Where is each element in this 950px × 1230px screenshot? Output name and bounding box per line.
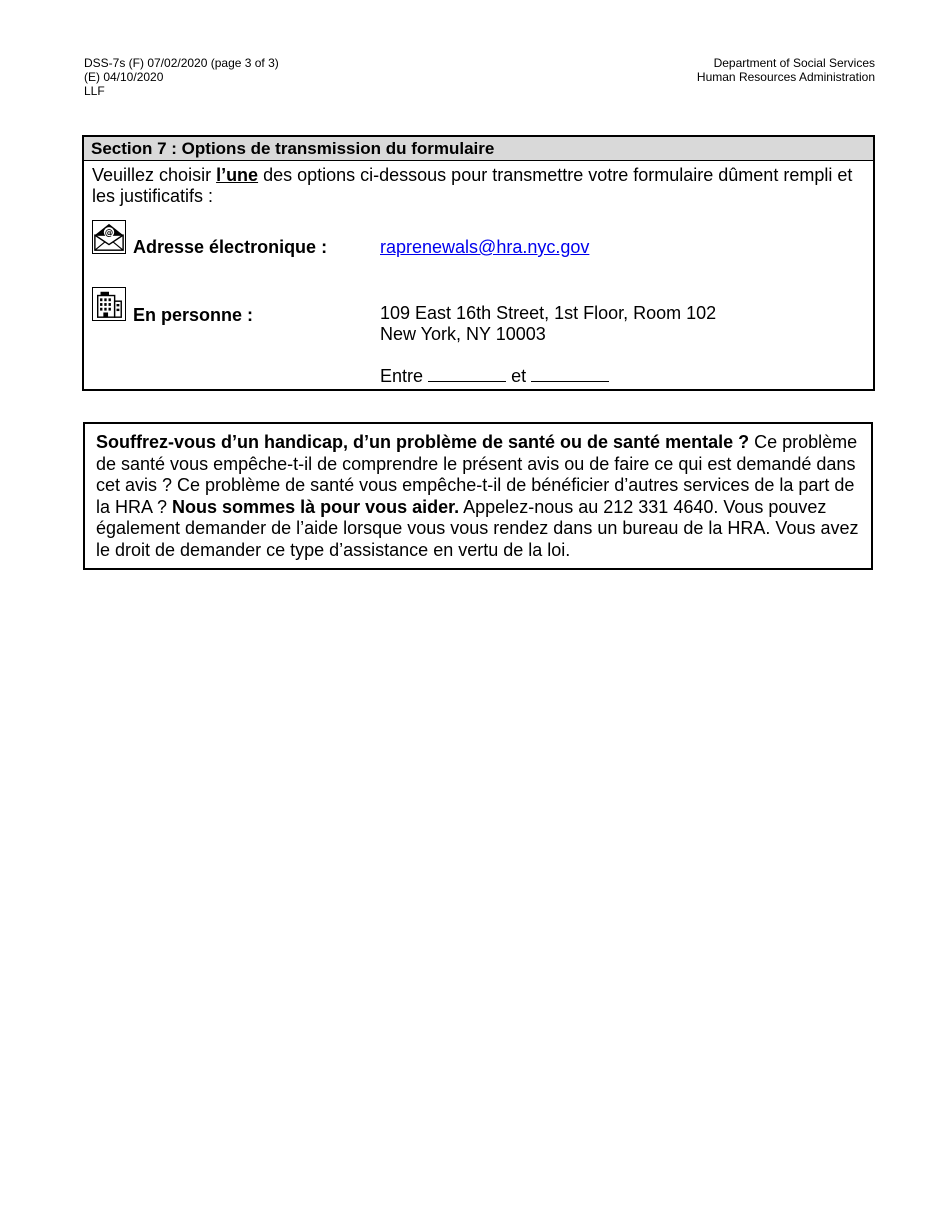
- form-id: DSS-7s (F) 07/02/2020 (page 3 of 3): [84, 56, 279, 70]
- address-line-1: 109 East 16th Street, 1st Floor, Room 102: [380, 303, 717, 323]
- hours-and-label: et: [511, 366, 527, 386]
- svg-text:@: @: [104, 227, 114, 238]
- administration-name: Human Resources Administration: [696, 70, 875, 84]
- intro-emphasis: l’une: [216, 165, 259, 185]
- section-7-title: Section 7 : Options de transmission du formulaire: [84, 137, 873, 161]
- hours-line: [380, 365, 609, 387]
- notice-text-2: Appelez-nous au 212 331 4640. Vous pouvez également demander de l’aide lorsque vous vous rendez dans un bureau de la HRA. Vous avez le droit de demander ce type d’assistance en vertu de la loi.: [96, 496, 859, 560]
- form-header-left: [84, 56, 279, 98]
- intro-prefix: Veuillez choisir: [92, 165, 217, 185]
- email-link[interactable]: raprenewals@hra.nyc.gov: [380, 237, 590, 257]
- hours-between-label: Entre: [380, 366, 424, 386]
- language-code: LLF: [84, 84, 105, 98]
- hours-start-blank: [428, 365, 506, 382]
- department-name: Department of Social Services: [713, 56, 875, 70]
- address-line-2: New York, NY 10003: [380, 324, 546, 344]
- notice-help: Nous sommes là pour vous aider.: [172, 496, 460, 517]
- in-person-option-label: En personne :: [133, 305, 254, 325]
- intro-suffix: des options ci-dessous pour transmettre votre formulaire dûment rempli et les justificatifs :: [92, 165, 853, 206]
- section-7-box: [82, 135, 875, 391]
- envelope-at-icon: [92, 220, 126, 254]
- form-header-right: [697, 56, 875, 84]
- english-date: (E) 04/10/2020: [84, 70, 164, 84]
- notice-question: Souffrez-vous d’un handicap, d’un problème de santé ou de santé mentale ?: [96, 432, 750, 452]
- email-option-label: Adresse électronique :: [133, 237, 328, 257]
- section-7-intro: [92, 165, 867, 207]
- hours-end-blank: [531, 365, 609, 382]
- building-icon: [92, 287, 126, 321]
- notice-text-1: Ce problème de santé vous empêche-t-il de comprendre le présent avis ou de faire ce qui est demandé dans cet avis ? Ce problème de santé vous empêche-t-il de bénéficier d’autres services de la part de la HRA ?: [96, 432, 858, 517]
- disability-notice-box: [83, 422, 873, 570]
